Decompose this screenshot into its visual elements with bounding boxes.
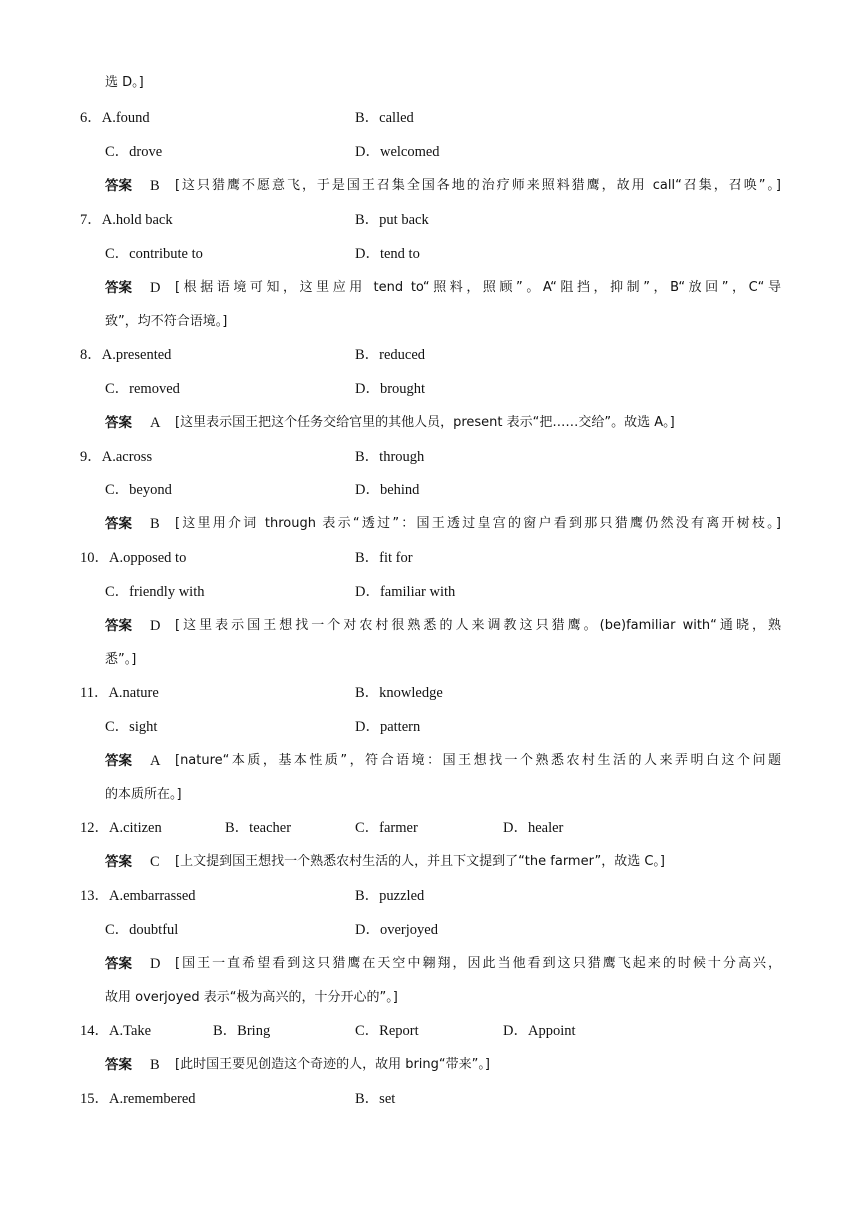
text-line xyxy=(0,783,860,807)
answer-letter: A xyxy=(150,753,161,769)
text-line-content: 的本质所在。] xyxy=(105,787,182,802)
answer-letter: C xyxy=(150,854,160,870)
option-item: B．knowledge xyxy=(355,685,443,701)
option-row xyxy=(0,580,860,604)
answer-explanation: [这里用介词 through 表示“透过”：国王透过皇宫的窗户看到那只猎鹰仍然没有离开树枝。] xyxy=(175,516,781,531)
option-item: D．brought xyxy=(355,381,426,397)
answer-explanation: [这里表示国王把这个任务交给官里的其他人员，present 表示“把……交给”。故选 A。] xyxy=(175,415,675,430)
answer-letter: D xyxy=(150,280,161,296)
option-item: C．sight xyxy=(105,719,158,735)
answer-explanation: [nature“本质，基本性质”，符合语境：国王想找一个熟悉农村生活的人来弄明白这个问题 xyxy=(175,753,781,768)
option-item: C．contribute to xyxy=(105,246,203,262)
option-item: D．tend to xyxy=(355,246,420,262)
text-line-content: 致”，均不符合语境。] xyxy=(105,314,228,329)
text-line xyxy=(0,648,860,672)
option-item: B．put back xyxy=(355,212,429,228)
answer-line xyxy=(0,1053,860,1077)
text-line xyxy=(0,310,860,334)
option-row xyxy=(0,918,860,942)
option-item: C．doubtful xyxy=(105,922,179,938)
answer-letter: D xyxy=(150,618,161,634)
option-item: C．beyond xyxy=(105,482,172,498)
option-item: 15．A.remembered xyxy=(80,1091,196,1107)
answer-label: 答案 xyxy=(105,854,132,870)
option-row xyxy=(0,681,860,705)
option-row xyxy=(0,1019,860,1043)
option-item: D．behind xyxy=(355,482,420,498)
option-item: B．Bring xyxy=(213,1023,271,1039)
text-line xyxy=(0,71,860,95)
answer-line xyxy=(0,952,860,976)
option-item: 7．A.hold back xyxy=(80,212,173,228)
answer-letter: B xyxy=(150,516,160,532)
option-item: 13．A.embarrassed xyxy=(80,888,196,904)
option-row xyxy=(0,208,860,232)
option-row xyxy=(0,242,860,266)
answer-letter: B xyxy=(150,178,160,194)
option-item: 10．A.opposed to xyxy=(80,550,187,566)
option-item: D．pattern xyxy=(355,719,421,735)
answer-line xyxy=(0,749,860,773)
answer-explanation: [上文提到国王想找一个熟悉农村生活的人，并且下文提到了“the farmer”，故选 C。] xyxy=(175,854,666,869)
answer-explanation: [此时国王要见创造这个奇迹的人，故用 bring“带来”。] xyxy=(175,1057,490,1072)
answer-letter: A xyxy=(150,415,161,431)
option-item: C．drove xyxy=(105,144,163,160)
answer-line xyxy=(0,614,860,638)
answer-line xyxy=(0,276,860,300)
option-item: 12．A.citizen xyxy=(80,820,162,836)
option-item: D．welcomed xyxy=(355,144,440,160)
option-item: B．through xyxy=(355,449,425,465)
option-row xyxy=(0,546,860,570)
option-row xyxy=(0,377,860,401)
option-item: D．Appoint xyxy=(503,1023,576,1039)
answer-letter: D xyxy=(150,956,161,972)
answer-label: 答案 xyxy=(105,415,132,431)
answer-label: 答案 xyxy=(105,516,132,532)
answer-label: 答案 xyxy=(105,280,132,296)
option-item: 8．A.presented xyxy=(80,347,172,363)
answer-line xyxy=(0,512,860,536)
option-row xyxy=(0,884,860,908)
option-item: 11．A.nature xyxy=(80,685,159,701)
option-item: B．called xyxy=(355,110,414,126)
option-row xyxy=(0,816,860,840)
option-row xyxy=(0,140,860,164)
answer-explanation: [国王一直希望看到这只猎鹰在天空中翱翔，因此当他看到这只猎鹰飞起来的时候十分高兴， xyxy=(175,956,781,971)
option-item: D．healer xyxy=(503,820,564,836)
option-item: D．overjoyed xyxy=(355,922,438,938)
option-item: 6．A.found xyxy=(80,110,150,126)
option-item: B．set xyxy=(355,1091,396,1107)
option-item: C．farmer xyxy=(355,820,418,836)
option-row xyxy=(0,715,860,739)
option-row xyxy=(0,343,860,367)
option-item: B．teacher xyxy=(225,820,292,836)
answer-line xyxy=(0,174,860,198)
option-row xyxy=(0,445,860,469)
option-row xyxy=(0,478,860,502)
option-item: D．familiar with xyxy=(355,584,456,600)
option-item: C．removed xyxy=(105,381,180,397)
option-item: B．reduced xyxy=(355,347,426,363)
option-item: C．friendly with xyxy=(105,584,205,600)
answer-label: 答案 xyxy=(105,1057,132,1073)
answer-explanation: [根据语境可知，这里应用 tend to“照料，照顾”。A“阻挡，抑制”，B“放回”，C“导 xyxy=(175,280,781,295)
answer-label: 答案 xyxy=(105,618,132,634)
answer-explanation: [这里表示国王想找一个对农村很熟悉的人来调教这只猎鹰。(be)familiar with“通晓，熟 xyxy=(175,618,781,633)
text-line-content: 故用 overjoyed 表示“极为高兴的，十分开心的”。] xyxy=(105,990,398,1005)
text-line-content: 悉”。] xyxy=(105,652,137,667)
option-item: C．Report xyxy=(355,1023,419,1039)
option-item: 9．A.across xyxy=(80,449,153,465)
text-line xyxy=(0,986,860,1010)
text-line-content: 选 D。] xyxy=(105,75,144,90)
answer-letter: B xyxy=(150,1057,160,1073)
answer-label: 答案 xyxy=(105,753,132,769)
option-item: 14．A.Take xyxy=(80,1023,152,1039)
option-row xyxy=(0,1087,860,1111)
answer-line xyxy=(0,411,860,435)
option-item: B．fit for xyxy=(355,550,413,566)
answer-explanation: [这只猎鹰不愿意飞，于是国王召集全国各地的治疗师来照料猎鹰，故用 call“召集，召唤”。] xyxy=(175,178,781,193)
answer-label: 答案 xyxy=(105,956,132,972)
answer-line xyxy=(0,850,860,874)
answer-label: 答案 xyxy=(105,178,132,194)
option-row xyxy=(0,106,860,130)
option-item: B．puzzled xyxy=(355,888,425,904)
